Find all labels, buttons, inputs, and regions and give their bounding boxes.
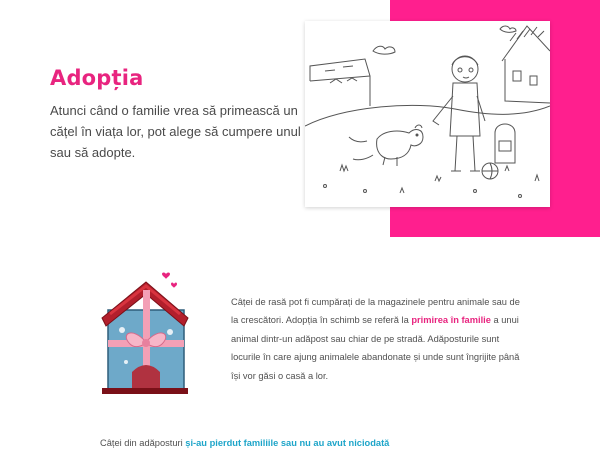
footer-highlight: și-au pierdut familiile sau nu au avut niciodată <box>185 438 390 448</box>
heart-icon <box>162 273 177 289</box>
boy-with-dog-illustration <box>305 21 550 207</box>
page-title: Adopția <box>50 66 144 90</box>
footer-paragraph <box>100 438 389 448</box>
footer-text-start: Câței din adăposturi <box>100 438 186 448</box>
article-text-start: Câței de rasă pot fi cumpărați de la magazinele pentru animale sau de la crescători. Adopția în schimb se referă la <box>231 297 520 326</box>
intro-paragraph: Atunci când o familie vrea să primească un cățel în viața lor, pot alege să cumpere unul sau să adopte. <box>50 103 301 160</box>
article-highlight: primirea în familie <box>411 315 491 326</box>
article-paragraph <box>231 293 521 385</box>
dog-house-illustration <box>100 270 190 400</box>
article-text-end: a unui animal dintr-un adăpost sau chiar de pe stradă. Adăposturile sunt locurile în care ajung animalele abandonate și unde sunt îngrijite până își vor găsi o casă a lor. <box>231 315 520 381</box>
